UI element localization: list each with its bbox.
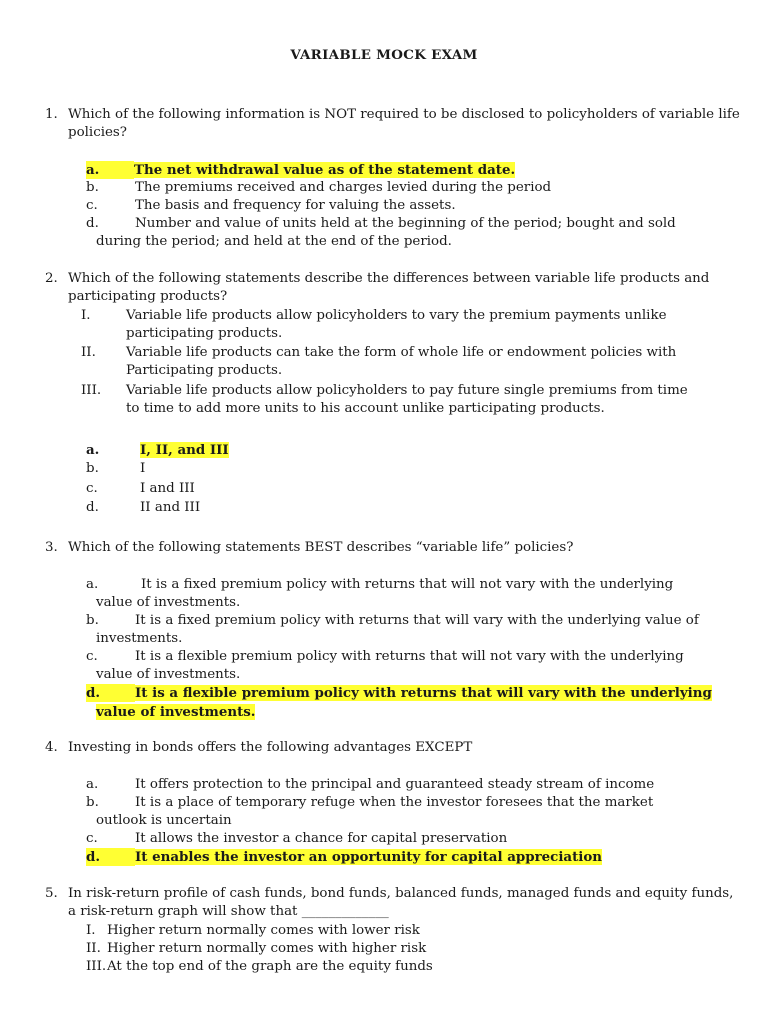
option-text: It is a fixed premium policy with returns that will not vary with the underlying (141, 577, 674, 592)
option-label: d. (86, 216, 99, 231)
statement-5-ii (86, 940, 726, 958)
question-number: 3. (45, 540, 58, 555)
option-4c (86, 830, 507, 848)
question-number: 1. (45, 107, 58, 122)
option-label: a. (86, 161, 134, 179)
option-text: I (140, 461, 146, 476)
option-1d (86, 215, 676, 233)
option-text: It allows the investor a chance for capital preservation (135, 831, 508, 846)
statement-label: I. (86, 923, 96, 938)
option-3b (86, 612, 699, 630)
question-1 (45, 106, 745, 142)
question-5 (45, 885, 745, 921)
option-text: It is a place of temporary refuge when the investor foresees that the market (135, 795, 654, 810)
option-3d-continued (96, 703, 255, 722)
question-text: Which of the following statements BEST describes “variable life” policies? (68, 540, 574, 555)
option-text: It is a fixed premium policy with returns that will vary with the underlying value of (135, 613, 699, 628)
question-text: Which of the following statements describe the differences between variable life products and participating products? (68, 271, 710, 304)
statement-line: Variable life products allow policyholders to pay future single premiums from time (126, 383, 688, 398)
statement-2-i (81, 307, 741, 343)
option-4b (86, 794, 653, 812)
option-text: II and III (140, 500, 201, 515)
option-1d-continued: during the period; and held at the end of the period. (96, 234, 452, 249)
option-2a (86, 441, 229, 460)
option-1c (86, 197, 456, 215)
statement-label: III. (86, 959, 107, 974)
statement-label: I. (81, 308, 91, 323)
statement-line: to time to add more units to his account unlike participating products. (126, 401, 605, 416)
option-text: The basis and frequency for valuing the assets. (135, 198, 456, 213)
statement-line: Higher return normally comes with lower risk (107, 923, 420, 938)
statement-label: II. (81, 345, 96, 360)
question-number: 2. (45, 271, 58, 286)
option-1a (86, 161, 515, 180)
option-2d (86, 499, 200, 517)
question-text: Which of the following information is NOT required to be disclosed to policyholders of variable life policies? (68, 107, 740, 140)
statement-2-iii (81, 382, 741, 418)
statement-line: Variable life products allow policyholders to vary the premium payments unlike (126, 308, 667, 323)
statement-line: participating products. (126, 326, 283, 341)
option-text: I and III (140, 481, 195, 496)
question-text: In risk-return profile of cash funds, bond funds, balanced funds, managed funds and equity funds, a risk-return graph will show that _____________ (68, 886, 734, 919)
option-label: d. (86, 848, 135, 866)
option-3a (86, 576, 673, 594)
option-label: c. (86, 481, 98, 496)
statement-line: Participating products. (126, 363, 283, 378)
option-label: b. (86, 795, 99, 810)
option-4a (86, 776, 654, 794)
option-3c (86, 648, 684, 666)
statement-line: At the top end of the graph are the equity funds (107, 959, 433, 974)
statement-2-ii (81, 344, 741, 380)
option-text: It offers protection to the principal and guaranteed steady stream of income (135, 777, 655, 792)
option-2c (86, 480, 195, 498)
option-label: d. (86, 684, 135, 702)
option-text: It is a flexible premium policy with returns that will not vary with the underlying (135, 649, 684, 664)
option-label: a. (86, 777, 99, 792)
option-4d (86, 848, 602, 867)
question-2 (45, 270, 745, 306)
option-3d (86, 684, 712, 703)
option-3a-continued: value of investments. (96, 595, 241, 610)
page-title: VARIABLE MOCK EXAM (290, 47, 478, 63)
option-1b (86, 179, 551, 197)
option-label: b. (86, 180, 99, 195)
option-2b (86, 460, 145, 478)
option-text: It enables the investor an opportunity for capital appreciation (135, 849, 603, 865)
option-4b-continued: outlook is uncertain (96, 813, 232, 828)
statement-5-iii (86, 958, 726, 976)
question-number: 5. (45, 886, 58, 901)
option-label: a. (86, 442, 100, 458)
option-label: b. (86, 461, 99, 476)
question-3 (45, 539, 745, 557)
option-3c-continued: value of investments. (96, 667, 241, 682)
option-text: The premiums received and charges levied during the period (135, 180, 552, 195)
option-3b-continued: investments. (96, 631, 183, 646)
option-text: The net withdrawal value as of the statement date. (134, 162, 516, 178)
statement-line: Variable life products can take the form of whole life or endowment policies with (126, 345, 677, 360)
option-text: I, II, and III (140, 442, 229, 458)
question-4 (45, 739, 745, 757)
statement-line: Higher return normally comes with higher risk (107, 941, 427, 956)
option-text: It is a flexible premium policy with returns that will vary with the underlying (135, 685, 712, 701)
option-label: b. (86, 613, 99, 628)
option-text: value of investments. (96, 704, 256, 720)
question-text: Investing in bonds offers the following advantages EXCEPT (68, 740, 473, 755)
statement-label: II. (86, 941, 101, 956)
option-label: a. (86, 577, 99, 592)
statement-label: III. (81, 383, 102, 398)
option-label: c. (86, 649, 98, 664)
option-label: d. (86, 500, 99, 515)
option-label: c. (86, 198, 98, 213)
option-text: Number and value of units held at the beginning of the period; bought and sold (135, 216, 676, 231)
question-number: 4. (45, 740, 58, 755)
option-label: c. (86, 831, 98, 846)
statement-5-i (86, 922, 726, 940)
